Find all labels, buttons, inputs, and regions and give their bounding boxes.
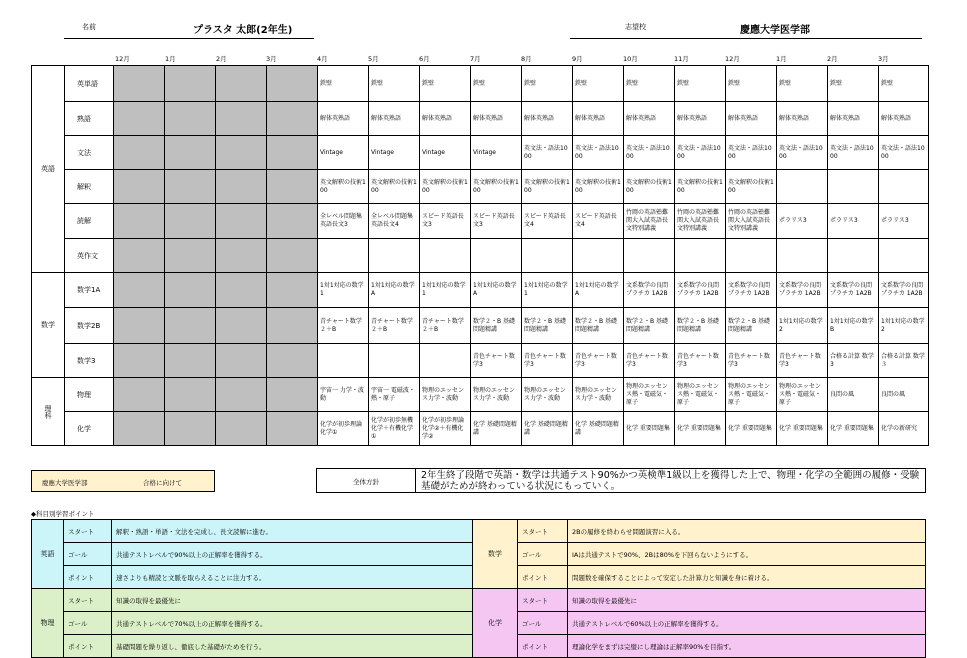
point-value: 知識の取得を最優先に [568, 589, 926, 612]
inactive-month-cell [216, 102, 267, 136]
plan-cell [318, 239, 369, 273]
point-key: ゴール [64, 612, 112, 635]
subject-english: 英語 [32, 66, 65, 273]
plan-cell: 鉄壁 [522, 66, 573, 102]
plan-cell: 化学の新研究 [879, 412, 929, 446]
inactive-month-cell [114, 170, 165, 204]
plan-cell: 化学 重要問題集 [828, 412, 879, 446]
plan-row [32, 170, 929, 204]
point-value: 共通テストレベルで60%以上の正解率を獲得する。 [568, 612, 926, 635]
plan-cell: 解体英熟語 [777, 102, 828, 136]
point-key: ポイント [64, 635, 112, 658]
plan-cell: 竹岡の英語塾難関大入試英語長文特別講義 [624, 204, 675, 239]
month-label: 9月 [572, 55, 583, 63]
inactive-month-cell [216, 308, 267, 344]
subsubject-label: 文法 [65, 136, 114, 170]
month-label: 10月 [623, 55, 638, 63]
plan-cell: 合格る計算 数学3 [828, 344, 879, 378]
plan-cell: 数学２・B 基礎問題精講 [675, 308, 726, 344]
plan-cell [879, 239, 929, 273]
month-label: 5月 [368, 55, 379, 63]
inactive-month-cell [216, 204, 267, 239]
inactive-month-cell [216, 136, 267, 170]
inactive-month-cell [165, 204, 216, 239]
plan-cell: ポラリス3 [828, 204, 879, 239]
inactive-month-cell [114, 273, 165, 308]
inactive-month-cell [267, 273, 318, 308]
plan-cell: 解体英熟語 [522, 102, 573, 136]
subsubject-label: 数学2B [65, 308, 114, 344]
plan-cell: 青色チャート数学3 [777, 344, 828, 378]
month-label: 7月 [470, 55, 481, 63]
plan-cell: 合格る計算 数学３ [879, 344, 929, 378]
plan-cell: 化学 基礎問題精講 [471, 412, 522, 446]
plan-cell: 鉄壁 [420, 66, 471, 102]
inactive-month-cell [267, 136, 318, 170]
plan-cell: 化学が初歩無機化学＋有機化学① [369, 412, 420, 446]
month-label: 4月 [317, 55, 328, 63]
goal-box [31, 470, 215, 492]
plan-cell: 英文解釈の技術100 [420, 170, 471, 204]
name-label: 名前 [82, 23, 96, 31]
plan-cell: Vintage [318, 136, 369, 170]
policy-text-box [415, 468, 926, 493]
plan-cell: 青色チャート数学3 [573, 344, 624, 378]
plan-cell [318, 344, 369, 378]
plan-cell: 解体英熟語 [471, 102, 522, 136]
inactive-month-cell [165, 412, 216, 446]
inactive-month-cell [267, 344, 318, 378]
plan-cell: 物理のエッセンス力学・波動 [573, 378, 624, 412]
plan-cell: 化学が初歩理論化学① [318, 412, 369, 446]
month-label: 12月 [725, 55, 740, 63]
point-row [32, 612, 479, 635]
inactive-month-cell [216, 378, 267, 412]
plan-row [32, 239, 929, 273]
inactive-month-cell [165, 170, 216, 204]
plan-cell [420, 239, 471, 273]
plan-cell: 物理のエッセンス熱・電磁気・原子 [675, 378, 726, 412]
point-row [473, 612, 926, 635]
plan-cell: 青チャート数学２＋B [420, 308, 471, 344]
plan-cell: 英文解釈の技術100 [471, 170, 522, 204]
point-row [473, 520, 926, 543]
plan-cell: 鉄壁 [828, 66, 879, 102]
point-value: 解釈・熟語・単語・文法を完成し、長文読解に進む。 [112, 520, 479, 543]
plan-cell: 英文法・語法1000 [522, 136, 573, 170]
points-subject-chemistry: 化学 [473, 589, 518, 658]
plan-cell: 青チャート数学２＋B [318, 308, 369, 344]
point-row [32, 566, 479, 589]
plan-cell: 1対1対応の数学1 [420, 273, 471, 308]
policy-label-box [316, 468, 416, 493]
point-row [32, 635, 479, 658]
subsubject-label: 英作文 [65, 239, 114, 273]
points-subject-physics: 物理 [32, 589, 64, 658]
plan-row [32, 344, 929, 378]
subsubject-label: 英単語 [65, 66, 114, 102]
month-header [0, 54, 967, 64]
inactive-month-cell [165, 308, 216, 344]
plan-cell: 解体英熟語 [879, 102, 929, 136]
plan-cell: 1対1対応の数学1 [522, 273, 573, 308]
plan-cell: 化学 重要問題集 [624, 412, 675, 446]
inactive-month-cell [114, 344, 165, 378]
plan-row [32, 136, 929, 170]
inactive-month-cell [165, 273, 216, 308]
month-label: 2月 [827, 55, 838, 63]
point-value: 問題数を確保することによって安定した計算力と知識を身に着ける。 [568, 566, 926, 589]
goal-text: 合格に向けて [143, 479, 182, 487]
plan-cell: 青色チャート数学3 [624, 344, 675, 378]
plan-cell: 文系数学の良問プラチカ 1A2B [675, 273, 726, 308]
plan-cell: 鉄壁 [624, 66, 675, 102]
subsubject-label: 読解 [65, 204, 114, 239]
plan-cell: スピード英語長文3 [420, 204, 471, 239]
point-value: 基礎問題を繰り返し、徹底した基礎がためを行う。 [112, 635, 479, 658]
plan-cell: 英文法・語法1000 [573, 136, 624, 170]
plan-cell: 数学２・B 基礎問題精講 [471, 308, 522, 344]
inactive-month-cell [267, 239, 318, 273]
plan-cell: 鉄壁 [675, 66, 726, 102]
plan-cell: 数学２・B 基礎問題精講 [522, 308, 573, 344]
plan-cell: 1対1対応の数学1 [318, 273, 369, 308]
plan-cell: 物理のエッセンス熱・電磁気・原子 [624, 378, 675, 412]
inactive-month-cell [114, 204, 165, 239]
plan-cell: 英文法・語法1000 [828, 136, 879, 170]
plan-cell: 英文法・語法1000 [726, 136, 777, 170]
point-key: ポイント [64, 566, 112, 589]
month-label: 1月 [165, 55, 176, 63]
plan-cell: 解体英熟語 [726, 102, 777, 136]
points-title: ◆科目別学習ポイント [31, 510, 95, 518]
plan-cell: 解体英熟語 [420, 102, 471, 136]
plan-cell: 解体英熟語 [369, 102, 420, 136]
plan-cell: スピード英語長文4 [573, 204, 624, 239]
plan-cell: 文系数学の良問プラチカ 1A2B [828, 273, 879, 308]
subsubject-label: 熟語 [65, 102, 114, 136]
inactive-month-cell [267, 102, 318, 136]
plan-cell: 文系数学の良問プラチカ 1A2B [624, 273, 675, 308]
subsubject-label: 解釈 [65, 170, 114, 204]
plan-cell: 青チャート数学２＋B [369, 308, 420, 344]
month-label: 3月 [878, 55, 889, 63]
policy-text: 2年生終了段階で英語・数学は共通テスト90%かつ英検準1級以上を獲得した上で、物理・化学の全範囲の履修・受験基礎がためが終わっている状況にもっていく。 [421, 470, 920, 492]
plan-cell: 文系数学の良問プラチカ 1A2B [879, 273, 929, 308]
plan-cell [777, 239, 828, 273]
plan-cell: Vintage [369, 136, 420, 170]
point-key: ゴール [64, 543, 112, 566]
subject-science: 理科 [32, 378, 65, 446]
plan-cell [369, 239, 420, 273]
point-row [32, 589, 479, 612]
plan-cell: 1対1対応の数学A [471, 273, 522, 308]
inactive-month-cell [114, 378, 165, 412]
plan-row [32, 273, 929, 308]
point-key: スタート [518, 589, 568, 612]
plan-cell: 鉄壁 [573, 66, 624, 102]
plan-cell: 解体英熟語 [675, 102, 726, 136]
plan-cell: 文系数学の良問プラチカ 1A2B [726, 273, 777, 308]
point-row [473, 589, 926, 612]
plan-cell: 宇宙一 電磁波・熱・原子 [369, 378, 420, 412]
subsubject-label: 数学3 [65, 344, 114, 378]
point-key: スタート [64, 520, 112, 543]
plan-row [32, 66, 929, 102]
inactive-month-cell [114, 239, 165, 273]
point-value: IAは共通テストで90%、2Bは80%を下回らないようにする。 [568, 543, 926, 566]
plan-cell: 英文解釈の技術100 [726, 170, 777, 204]
inactive-month-cell [216, 239, 267, 273]
points-subject-english: 英語 [32, 520, 64, 589]
inactive-month-cell [216, 66, 267, 102]
target-label: 志望校 [625, 23, 646, 31]
plan-cell: 1対1対応の数学A [573, 273, 624, 308]
plan-cell: 竹岡の英語塾難関大入試英語長文特別講義 [726, 204, 777, 239]
subsubject-label: 物理 [65, 378, 114, 412]
plan-cell: 物理のエッセンス力学・波動 [471, 378, 522, 412]
point-value: 知識の取得を最優先に [112, 589, 479, 612]
inactive-month-cell [267, 412, 318, 446]
plan-cell: 竹岡の英語塾難関大入試英語長文特別講義 [675, 204, 726, 239]
plan-cell [624, 239, 675, 273]
plan-cell: 解体英熟語 [828, 102, 879, 136]
point-value: 理論化学をまずは完璧にし理論は正解率90%を目指す。 [568, 635, 926, 658]
student-name: プラスタ 太郎(2年生) [193, 25, 293, 36]
point-key: スタート [518, 520, 568, 543]
inactive-month-cell [267, 378, 318, 412]
inactive-month-cell [216, 344, 267, 378]
inactive-month-cell [216, 273, 267, 308]
plan-cell: 化学 重要問題集 [675, 412, 726, 446]
month-label: 3月 [266, 55, 277, 63]
plan-cell [777, 170, 828, 204]
plan-cell: 英文解釈の技術100 [369, 170, 420, 204]
point-row [473, 566, 926, 589]
point-key: ゴール [518, 543, 568, 566]
plan-cell: 鉄壁 [777, 66, 828, 102]
point-value: 共通テストレベルで70%以上の正解率を獲得する。 [112, 612, 479, 635]
point-row [32, 543, 479, 566]
plan-cell: 英文解釈の技術100 [522, 170, 573, 204]
inactive-month-cell [165, 378, 216, 412]
points-subject-math: 数学 [473, 520, 518, 589]
point-value: 共通テストレベルで90%以上の正解率を獲得する。 [112, 543, 479, 566]
plan-cell: 数学２・B 基礎問題精講 [726, 308, 777, 344]
policy-label: 全体方針 [353, 478, 379, 486]
month-label: 11月 [674, 55, 689, 63]
plan-cell: Vintage [471, 136, 522, 170]
plan-cell: 青色チャート数学3 [726, 344, 777, 378]
plan-cell: 数学２・B 基礎問題精講 [573, 308, 624, 344]
plan-cell: スピード英語長文4 [522, 204, 573, 239]
inactive-month-cell [267, 204, 318, 239]
plan-cell: ポラリス3 [879, 204, 929, 239]
plan-cell: ポラリス3 [777, 204, 828, 239]
plan-cell [879, 170, 929, 204]
point-key: ポイント [518, 566, 568, 589]
plan-cell: 物理のエッセンス熱・電磁気・原子 [777, 378, 828, 412]
subsubject-label: 化学 [65, 412, 114, 446]
inactive-month-cell [216, 170, 267, 204]
point-key: スタート [64, 589, 112, 612]
plan-cell [675, 239, 726, 273]
plan-cell: 1対1対応の数学B [828, 308, 879, 344]
month-label: 1月 [776, 55, 787, 63]
plan-cell: 英文法・語法1000 [624, 136, 675, 170]
point-value: 2Bの履修を終わらせ問題演習に入る。 [568, 520, 926, 543]
inactive-month-cell [267, 170, 318, 204]
plan-cell: 良問の風 [828, 378, 879, 412]
plan-cell: 英文法・語法1000 [879, 136, 929, 170]
plan-row [32, 308, 929, 344]
plan-cell: 化学 重要問題集 [777, 412, 828, 446]
plan-cell: 物理のエッセンス力学・波動 [420, 378, 471, 412]
plan-cell [471, 239, 522, 273]
month-label: 8月 [521, 55, 532, 63]
plan-cell [828, 170, 879, 204]
plan-cell [522, 239, 573, 273]
plan-cell: Vintage [420, 136, 471, 170]
plan-cell: 英文解釈の技術100 [573, 170, 624, 204]
plan-cell: 鉄壁 [369, 66, 420, 102]
plan-cell: スピード英語長文3 [471, 204, 522, 239]
inactive-month-cell [114, 308, 165, 344]
plan-cell: 宇宙一 力学・波動 [318, 378, 369, 412]
plan-cell: 全レベル問題集英語長文3 [318, 204, 369, 239]
plan-cell: 英文法・語法1000 [675, 136, 726, 170]
inactive-month-cell [267, 66, 318, 102]
target-school: 慶應大学医学部 [740, 25, 810, 36]
point-value: 速さよりも精読と文脈を取らえることに注力する。 [112, 566, 479, 589]
plan-row [32, 102, 929, 136]
inactive-month-cell [114, 412, 165, 446]
month-label: 6月 [419, 55, 430, 63]
point-key: ポイント [518, 635, 568, 658]
plan-cell: 英文法・語法1000 [777, 136, 828, 170]
study-plan-table [31, 65, 929, 446]
plan-cell: 全レベル問題集英語長文4 [369, 204, 420, 239]
plan-cell [573, 239, 624, 273]
subject-math: 数学 [32, 273, 65, 378]
plan-cell: 化学 基礎問題精講 [573, 412, 624, 446]
plan-cell: 解体英熟語 [573, 102, 624, 136]
plan-cell: 1対1対応の数学2 [777, 308, 828, 344]
inactive-month-cell [114, 66, 165, 102]
inactive-month-cell [165, 344, 216, 378]
plan-cell [726, 239, 777, 273]
inactive-month-cell [165, 239, 216, 273]
plan-cell: 物理のエッセンス力学・波動 [522, 378, 573, 412]
point-row [473, 543, 926, 566]
plan-cell: 化学 基礎問題精講 [522, 412, 573, 446]
plan-cell: 化学が初歩理論化学②＋有機化学② [420, 412, 471, 446]
plan-cell: 数学２・B 基礎問題精講 [624, 308, 675, 344]
plan-row [32, 412, 929, 446]
points-english-physics [31, 519, 479, 658]
plan-cell [828, 239, 879, 273]
inactive-month-cell [114, 136, 165, 170]
plan-row [32, 378, 929, 412]
plan-cell: 鉄壁 [879, 66, 929, 102]
plan-cell: 文系数学の良問プラチカ 1A2B [777, 273, 828, 308]
plan-cell: 英文解釈の技術100 [318, 170, 369, 204]
plan-cell: 青色チャート数学3 [471, 344, 522, 378]
plan-cell: 解体英熟語 [318, 102, 369, 136]
inactive-month-cell [165, 102, 216, 136]
inactive-month-cell [114, 102, 165, 136]
subsubject-label: 数学1A [65, 273, 114, 308]
point-row [473, 635, 926, 658]
plan-cell: 鉄壁 [318, 66, 369, 102]
plan-cell: 英文解釈の技術100 [624, 170, 675, 204]
point-row [32, 520, 479, 543]
plan-cell: 良問の風 [879, 378, 929, 412]
plan-cell: 解体英熟語 [624, 102, 675, 136]
plan-cell [420, 344, 471, 378]
plan-cell: 青色チャート数学3 [675, 344, 726, 378]
month-label: 12月 [115, 55, 130, 63]
plan-cell: 鉄壁 [471, 66, 522, 102]
inactive-month-cell [216, 412, 267, 446]
point-key: ゴール [518, 612, 568, 635]
plan-cell: 1対1対応の数学A [369, 273, 420, 308]
goal-school: 慶應大学医学部 [42, 479, 88, 487]
inactive-month-cell [165, 136, 216, 170]
plan-cell: 1対1対応の数学2 [879, 308, 929, 344]
inactive-month-cell [165, 66, 216, 102]
plan-cell: 青色チャート数学3 [522, 344, 573, 378]
plan-row [32, 204, 929, 239]
plan-cell: 英文解釈の技術100 [675, 170, 726, 204]
points-math-chemistry [472, 519, 926, 658]
month-label: 2月 [216, 55, 227, 63]
inactive-month-cell [267, 308, 318, 344]
plan-cell: 物理のエッセンス熱・電磁気・原子 [726, 378, 777, 412]
plan-cell: 化学 重要問題集 [726, 412, 777, 446]
plan-cell [369, 344, 420, 378]
plan-cell: 鉄壁 [726, 66, 777, 102]
